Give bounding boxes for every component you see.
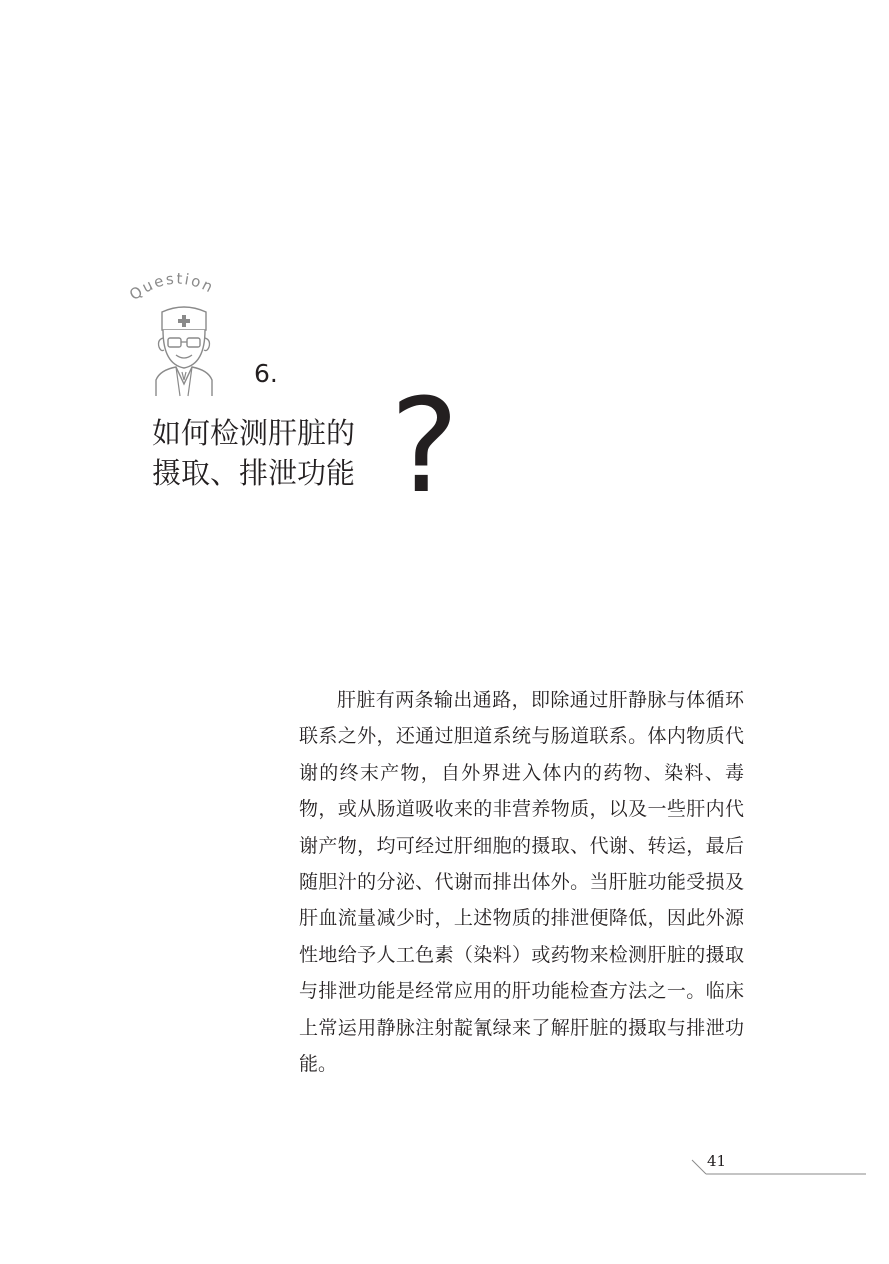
question-title xyxy=(152,413,355,493)
question-badge xyxy=(120,268,250,403)
title-line-1: 如何检测肝脏的 xyxy=(152,416,356,450)
page-number: 41 xyxy=(707,1152,727,1170)
page-footer xyxy=(690,1150,870,1190)
doctor-icon xyxy=(120,268,250,403)
body-paragraph: 肝脏有两条输出通路，即除通过肝静脉与体循环联系之外，还通过胆道系统与肠道联系。体内物质代谢的终末产物，自外界进入体内的药物、染料、毒物，或从肠道吸收来的非营养物质，以及一些肝内代谢产物，均可经过肝细胞的摄取、代谢、转运，最后随胆汁的分泌、代谢而排出体外。当肝脏功能受损及肝血流量减少时，上述物质的排泄便降低，因此外源性地给予人工色素（染料）或药物来检测肝脏的摄取与排泄功能是经常应用的肝功能检查方法之一。临床上常运用静脉注射靛氰绿来了解肝脏的摄取与排泄功能。 xyxy=(299,689,744,1076)
title-line-2: 摄取、排泄功能 xyxy=(152,456,356,490)
question-mark: ? xyxy=(390,370,459,522)
question-arc-label: Question xyxy=(125,269,218,304)
question-number: 6. xyxy=(254,359,278,388)
